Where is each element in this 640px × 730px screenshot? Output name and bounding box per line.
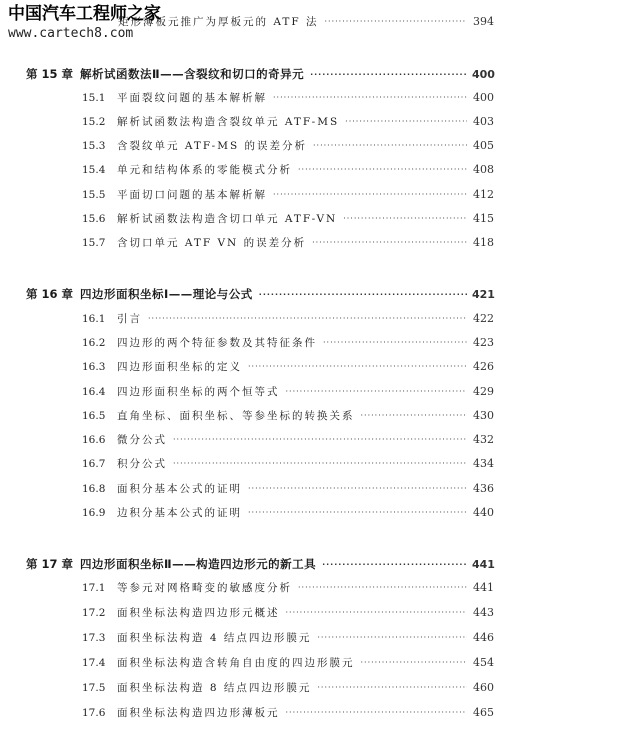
page-number: 400 [473,91,494,104]
section-17-2[interactable] [82,605,494,620]
section-number: 15.1 [82,92,106,104]
dot-leader [286,387,468,396]
section-17-4[interactable] [82,655,494,670]
section-title: 四边形面积坐标的两个恒等式 [117,386,280,398]
chapter-title: 四边形面积坐标Ⅰ——理论与公式 [80,287,253,301]
section-number: 17.6 [82,707,106,719]
dot-leader [313,141,467,150]
section-title: 含切口单元 ATF VN 的误差分析 [117,237,307,249]
section-title: 微分公式 [117,434,167,446]
page-number: 441 [473,581,494,594]
section-title: 解析试函数法构造含切口单元 ATF-VN [117,213,338,225]
section-15-3[interactable] [82,138,494,153]
section-16-4[interactable] [82,384,494,399]
section-number: 15.2 [82,116,106,128]
dot-leader [361,658,468,667]
page-number: 415 [473,212,494,225]
page-number: 446 [473,631,494,644]
section-title: 面积坐标法构造四边形薄板元 [117,707,280,719]
page-number: 394 [473,15,494,28]
dot-leader [248,484,467,493]
section-number: 16.6 [82,434,106,446]
section-number: 17.1 [82,582,106,594]
chapter-title: 解析试函数法Ⅱ——含裂纹和切口的奇异元 [80,67,305,81]
section-16-3[interactable] [82,359,494,374]
dot-leader [310,70,467,79]
section-title: 引言 [117,313,142,325]
section-17-3[interactable] [82,630,494,645]
watermark-url: www.cartech8.com [8,26,134,41]
page-number: 440 [473,506,494,519]
page-number: 432 [473,433,494,446]
section-15-4[interactable] [82,162,494,177]
section-15-7[interactable] [82,235,494,250]
section-number: 16.2 [82,337,106,349]
section-number: 15.4 [82,164,106,176]
section-title: 单元和结构体系的零能模式分析 [117,164,292,176]
page-number: 423 [473,336,494,349]
section-17-1[interactable] [82,580,494,595]
watermark-site-name: 中国汽车工程师之家 [8,4,161,24]
section-number: 16.3 [82,361,106,373]
dot-leader [273,190,467,199]
section-number: 15.7 [82,237,106,249]
section-title: 积分公式 [117,458,167,470]
page-number: 408 [473,163,494,176]
dot-leader [286,708,468,717]
dot-leader [361,411,468,420]
page-number: 434 [473,457,494,470]
chapter-15[interactable] [26,66,494,82]
section-16-6[interactable] [82,432,494,447]
section-title: 边积分基本公式的证明 [117,507,242,519]
section-title: 等参元对网格畸变的敏感度分析 [117,582,292,594]
dot-leader [248,362,467,371]
page-number: 443 [473,606,494,619]
section-number: 15.6 [82,213,106,225]
section-number: 17.5 [82,682,106,694]
section-title: 面积分基本公式的证明 [117,483,242,495]
page-number: 436 [473,482,494,495]
dot-leader [259,290,467,299]
section-number: 16.7 [82,458,106,470]
dot-leader [345,117,467,126]
page-number: 465 [473,706,494,719]
dot-leader [273,93,467,102]
page-number: 400 [472,68,495,81]
dot-leader [148,314,467,323]
section-number: 16.5 [82,410,106,422]
section-title: 直角坐标、面积坐标、等参坐标的转换关系 [117,410,355,422]
dot-leader [324,17,467,26]
dot-leader [286,608,468,617]
section-title: 平面裂纹问题的基本解析解 [117,92,267,104]
section-number: 16.1 [82,313,106,325]
dot-leader [323,338,467,347]
dot-leader [298,165,467,174]
chapter-number: 第 16 章 [26,287,74,301]
page-number: 441 [472,558,495,571]
section-title: 四边形面积坐标的定义 [117,361,242,373]
entry-title: 矩形薄板元推广为厚板元的 ATF 法 [118,16,319,28]
page-number: 421 [472,288,495,301]
page-number: 460 [473,681,494,694]
section-16-8[interactable] [82,481,494,496]
section-17-6[interactable] [82,705,494,720]
page-number: 422 [473,312,494,325]
section-title: 面积坐标法构造 4 结点四边形膜元 [117,632,312,644]
page-number: 403 [473,115,494,128]
section-16-5[interactable] [82,408,494,423]
section-number: 15.5 [82,189,106,201]
page-number: 454 [473,656,494,669]
section-16-2[interactable] [82,335,494,350]
dot-leader [312,238,467,247]
dot-leader [248,508,467,517]
section-number: 17.3 [82,632,106,644]
section-title: 面积坐标法构造四边形元概述 [117,607,280,619]
toc-entry-top[interactable] [118,14,494,29]
dot-leader [173,435,467,444]
section-number: 16.4 [82,386,106,398]
page-number: 430 [473,409,494,422]
dot-leader [322,560,467,569]
section-title: 面积坐标法构造 8 结点四边形膜元 [117,682,312,694]
chapter-17[interactable] [26,556,494,572]
chapter-16[interactable] [26,286,494,302]
chapter-number: 第 17 章 [26,557,74,571]
section-15-1[interactable] [82,90,494,105]
section-17-5[interactable] [82,680,494,695]
section-title: 平面切口问题的基本解析解 [117,189,267,201]
dot-leader [343,214,467,223]
chapter-number: 第 15 章 [26,67,74,81]
section-title: 含裂纹单元 ATF-MS 的误差分析 [117,140,307,152]
section-number: 17.2 [82,607,106,619]
section-title: 面积坐标法构造含转角自由度的四边形膜元 [117,657,355,669]
section-title: 四边形的两个特征参数及其特征条件 [117,337,317,349]
section-number: 17.4 [82,657,106,669]
section-15-5[interactable] [82,187,494,202]
dot-leader [173,459,467,468]
page-number: 418 [473,236,494,249]
page-number: 405 [473,139,494,152]
chapter-title: 四边形面积坐标Ⅱ——构造四边形元的新工具 [80,557,317,571]
dot-leader [317,633,467,642]
watermark [8,4,161,42]
page-number: 426 [473,360,494,373]
section-15-2[interactable] [82,114,494,129]
section-title: 解析试函数法构造含裂纹单元 ATF-MS [117,116,340,128]
dot-leader [298,583,467,592]
dot-leader [317,683,467,692]
section-15-6[interactable] [82,211,494,226]
section-number: 15.3 [82,140,106,152]
section-16-7[interactable] [82,456,494,471]
section-16-1[interactable] [82,311,494,326]
section-number: 16.9 [82,507,106,519]
section-16-9[interactable] [82,505,494,520]
page-number: 412 [473,188,494,201]
section-number: 16.8 [82,483,106,495]
page-number: 429 [473,385,494,398]
